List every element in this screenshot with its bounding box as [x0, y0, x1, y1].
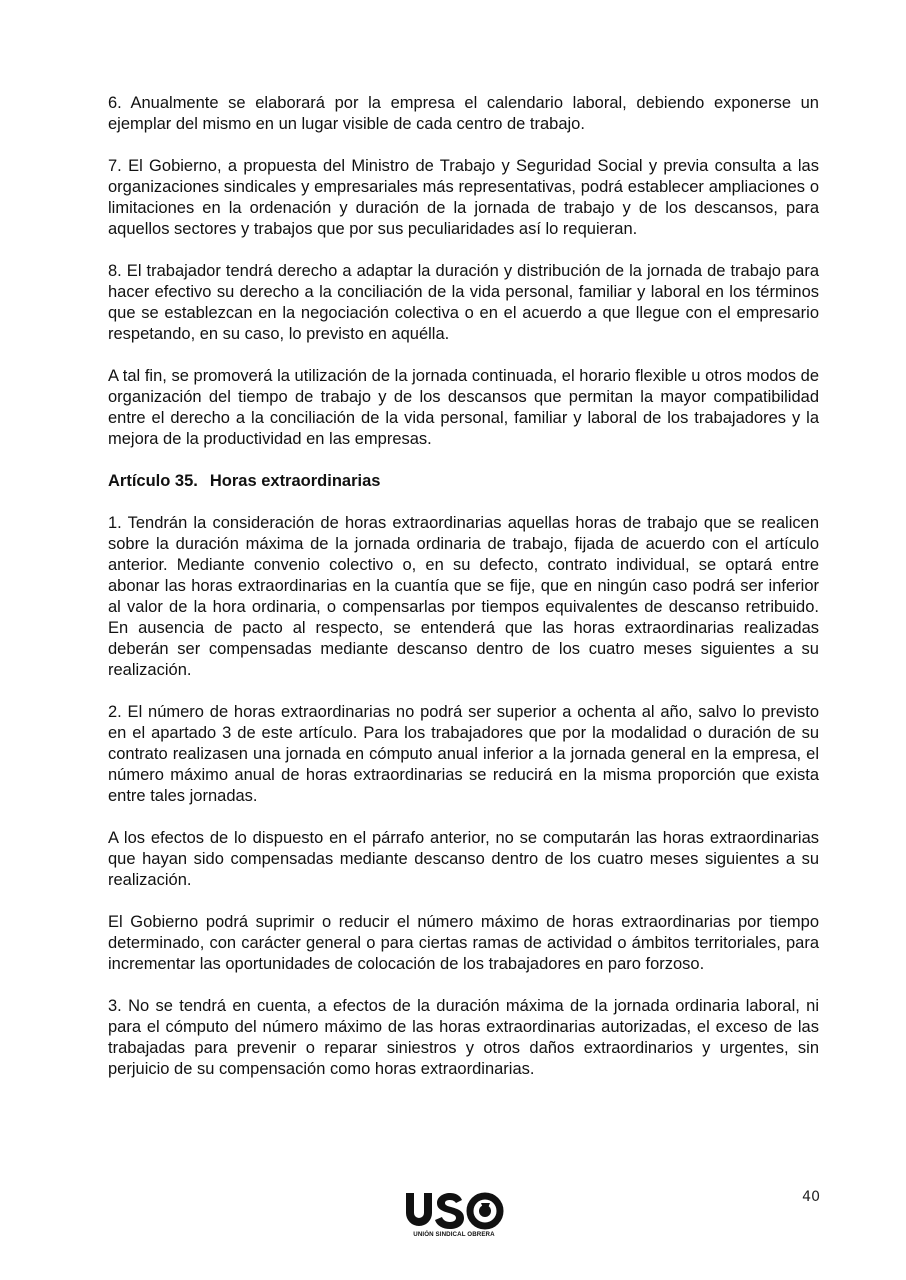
paragraph-7: 7. El Gobierno, a propuesta del Ministro de Trabajo y Seguridad Social y previa consulta a las organizaciones sindicales y empresariales más representativas, podrá establecer ampliaciones o limitaciones en la ordenación y duración de la jornada de trabajo y de los descansos, para aquellos sectores y trabajos que por sus peculiaridades así lo requieran. — [108, 157, 819, 238]
page-number: 40 — [802, 1189, 820, 1205]
article-paragraph-1: 1. Tendrán la consideración de horas extraordinarias aquellas horas de trabajo que se realicen sobre la duración máxima de la jornada ordinaria de trabajo, fijada de acuerdo con el artículo anterior. Mediante convenio colectivo o, en su defecto, contrato individual, se optará entre abonar las horas extraordinarias en la cuantía que se fije, que en ningún caso podrá ser inferior al valor de la hora ordinaria, o compensarlas por tiempos equivalentes de descanso retribuido. En ausencia de pacto al respecto, se entenderá que las horas extraordinarias realizadas deberán ser compensadas mediante descanso dentro de los cuatro meses siguientes a su realización. — [108, 514, 819, 679]
uso-logo-icon — [400, 1190, 508, 1230]
article-paragraph-2c: El Gobierno podrá suprimir o reducir el número máximo de horas extraordinarias por tiempo determinado, con carácter general o para ciertas ramas de actividad o ámbitos territoriales, para incrementar las oportunidades de colocación de los trabajadores en paro forzoso. — [108, 913, 819, 973]
paragraph-6: 6. Anualmente se elaborará por la empresa el calendario laboral, debiendo exponerse un ejemplar del mismo en un lugar visible de cada centro de trabajo. — [108, 94, 819, 133]
article-heading — [108, 471, 819, 492]
logo-caption: UNIÓN SINDICAL OBRERA — [413, 1231, 495, 1238]
article-paragraph-2: 2. El número de horas extraordinarias no podrá ser superior a ochenta al año, salvo lo previsto en el apartado 3 de este artículo. Para los trabajadores que por la modalidad o duración de su contrato realizasen una jornada en cómputo anual inferior a la jornada general en la empresa, el número máximo anual de horas extraordinarias se reducirá en la misma proporción que exista entre tales jornadas. — [108, 703, 819, 805]
article-number: Artículo 35. — [108, 472, 198, 490]
uso-logo — [400, 1190, 508, 1242]
article-title: Horas extraordinarias — [209, 472, 381, 490]
document-body — [108, 93, 819, 1101]
article-paragraph-3: 3. No se tendrá en cuenta, a efectos de la duración máxima de la jornada ordinaria laboral, ni para el cómputo del número máximo de las horas extraordinarias autorizadas, el exceso de las trabajadas para prevenir o reparar siniestros y otros daños extraordinarios y urgentes, sin perjuicio de su compensación como horas extraordinarias. — [108, 997, 819, 1078]
paragraph-conciliation: A tal fin, se promoverá la utilización de la jornada continuada, el horario flexible u otros modos de organización del tiempo de trabajo y de los descansos que permitan la mayor compatibilidad entre el derecho a la conciliación de la vida personal, familiar y laboral de los trabajadores y la mejora de la productividad en las empresas. — [108, 367, 819, 448]
article-paragraph-2b: A los efectos de lo dispuesto en el párrafo anterior, no se computarán las horas extraordinarias que hayan sido compensadas mediante descanso dentro de los cuatro meses siguientes a su realización. — [108, 829, 819, 889]
paragraph-8: 8. El trabajador tendrá derecho a adaptar la duración y distribución de la jornada de trabajo para hacer efectivo su derecho a la conciliación de la vida personal, familiar y laboral en los términos que se establezcan en la negociación colectiva o en el acuerdo a que llegue con el empresario respetando, en su caso, lo previsto en aquélla. — [108, 262, 819, 343]
